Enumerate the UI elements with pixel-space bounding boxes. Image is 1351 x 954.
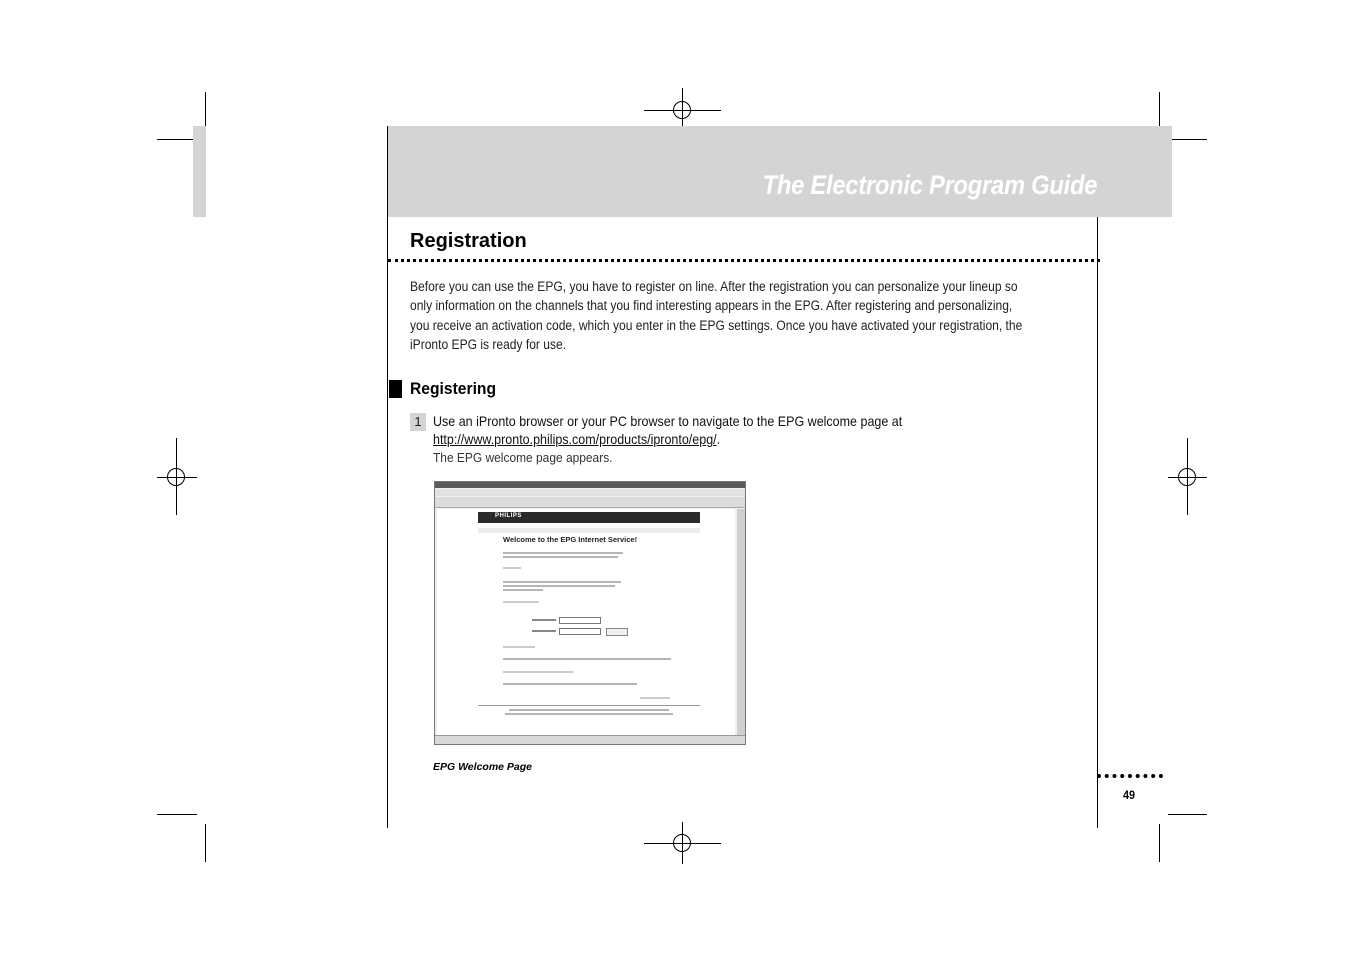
registration-circle-right: [1178, 468, 1196, 486]
intro-line: Before you can use the EPG, you have to register on line. After the registration you can personalize your lineup so: [410, 279, 1018, 294]
chapter-title: The Electronic Program Guide: [762, 170, 1097, 200]
registration-circle-left: [167, 468, 185, 486]
footer-text: [509, 709, 669, 711]
subsection-marker: [389, 380, 402, 398]
text-line: [503, 581, 621, 583]
registration-circle-bottom: [673, 834, 691, 852]
right-margin-rule: [1097, 217, 1098, 828]
browser-page: [437, 509, 735, 737]
page-number-dots: [1097, 774, 1163, 778]
philips-banner: [478, 512, 700, 523]
forgot-password-label: [503, 671, 573, 673]
text-line: [503, 601, 539, 603]
crop-mark: [205, 824, 206, 862]
new-users-label: [503, 646, 535, 648]
text-line: [503, 589, 543, 591]
registration-circle-top: [673, 101, 691, 119]
crop-mark: [157, 139, 197, 140]
crop-mark: [157, 814, 197, 815]
username-label: [532, 619, 556, 621]
username-field: [559, 617, 601, 624]
epg-welcome-screenshot: [434, 481, 746, 745]
browser-scrollbar: [737, 509, 745, 737]
browser-titlebar: [435, 482, 745, 488]
link-suffix: .: [716, 432, 721, 447]
crop-mark: [1168, 139, 1207, 140]
browser-toolbar: [435, 497, 745, 508]
text-line: [503, 585, 615, 587]
text-line: [503, 552, 623, 554]
section-title: Registration: [410, 230, 527, 252]
step-link-line: [433, 432, 720, 447]
step-number: 1: [410, 413, 426, 431]
figure-caption: EPG Welcome Page: [433, 761, 533, 773]
step-text: Use an iPronto browser or your PC browser to navigate to the EPG welcome page at: [433, 414, 903, 429]
password-field: [559, 628, 601, 635]
page-number: 49: [1123, 788, 1136, 802]
footer-divider: [478, 705, 700, 706]
login-button: [606, 628, 628, 636]
intro-paragraph: [410, 277, 1060, 354]
crop-mark: [1168, 814, 1207, 815]
text-line: [503, 683, 637, 685]
text-line: [640, 697, 670, 699]
intro-line: only information on the channels that you find interesting appears in the EPG. After registering and personalizing,: [410, 298, 1013, 314]
edge-tab: [193, 126, 206, 217]
intro-line: you receive an activation code, which you enter in the EPG settings. Once you have activated your registration, the: [410, 317, 1023, 333]
text-line: [503, 658, 671, 660]
philips-logo: PHILIPS: [495, 513, 522, 519]
browser-statusbar: [435, 735, 745, 744]
login-label: [503, 567, 521, 569]
browser-menubar: [435, 489, 745, 496]
chapter-header: [388, 126, 1172, 217]
text-line: [503, 556, 618, 558]
subsection-title: Registering: [410, 379, 497, 398]
crop-mark: [1159, 824, 1160, 862]
epg-welcome-link[interactable]: http://www.pronto.philips.com/products/ipronto/epg/: [433, 432, 717, 447]
left-margin-rule: [387, 126, 388, 828]
step-result: The EPG welcome page appears.: [433, 450, 613, 465]
password-label: [532, 630, 556, 632]
page-nav: [478, 528, 700, 533]
intro-line: iPronto EPG is ready for use.: [410, 336, 567, 352]
footer-text: [505, 713, 673, 715]
dotted-divider: [388, 259, 1100, 262]
welcome-heading: Welcome to the EPG Internet Service!: [503, 535, 638, 544]
